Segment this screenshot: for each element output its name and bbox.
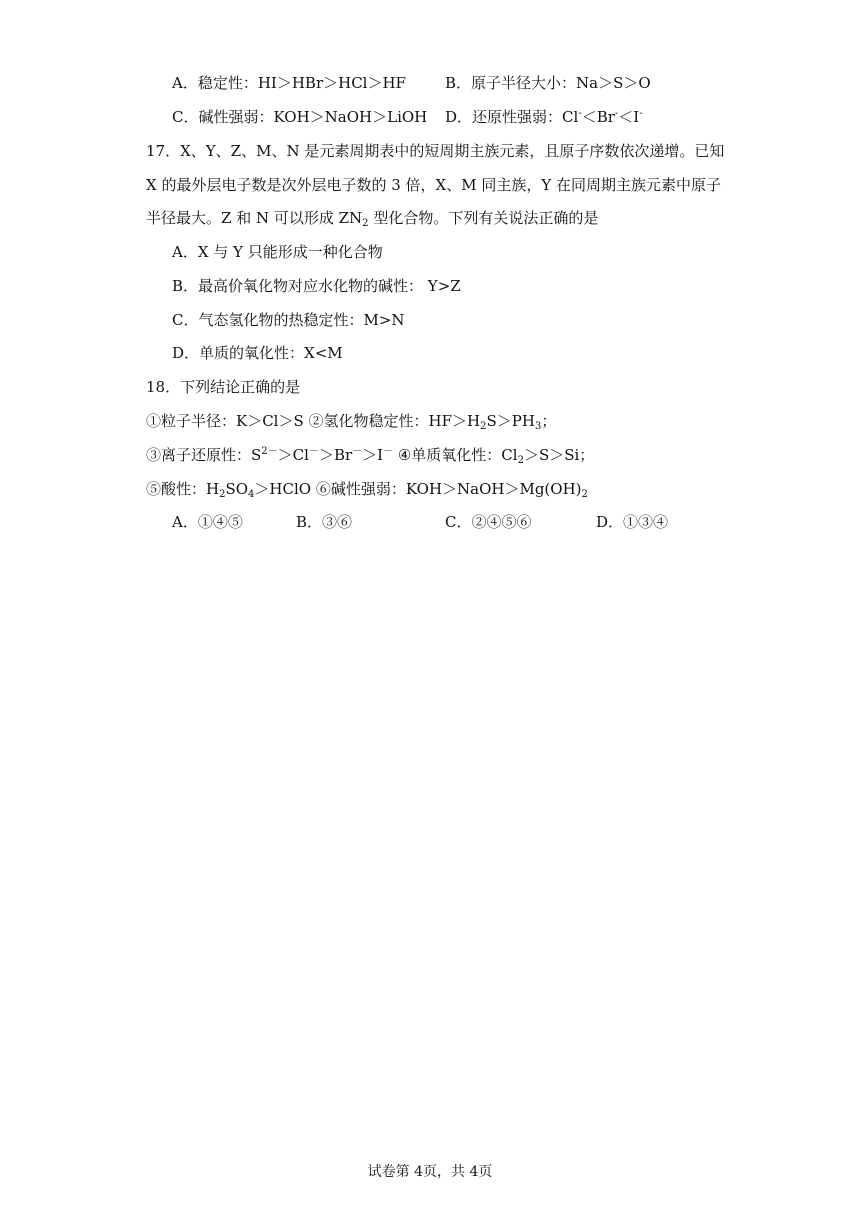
q16-option-d-sup3: -: [639, 108, 643, 119]
q17-stem-line1: 17．X、Y、Z、M、N 是元素周期表中的短周期主族元素，且原子序数依次递增。已知: [146, 142, 725, 160]
q16-option-c: [172, 107, 427, 127]
q18-l3-c: ＞HClO ⑥碱性强弱：KOH＞NaOH＞Mg(OH): [254, 480, 582, 498]
q18-l2-b: ＞Cl: [277, 446, 309, 464]
q18-title: 18．下列结论正确的是: [146, 378, 301, 396]
q18-l2-e: ④单质氧化性：Cl: [393, 446, 518, 464]
q17-line3-b: 型化合物。下列有关说法正确的是: [368, 209, 599, 227]
q17-line3-a: 半径最大。Z 和 N 可以形成 ZN: [146, 209, 363, 227]
q18-l1-b: S＞PH: [486, 412, 535, 430]
q17-option-c: C．气态氢化物的热稳定性：M>N: [172, 311, 405, 329]
q17-option-b: B．最高价氧化物对应水化物的碱性： Y>Z: [172, 277, 461, 295]
q18-l3-sub1: 2: [219, 489, 226, 500]
q18-l2-a: ③离子还原性：S: [146, 446, 262, 464]
q18-l2-sub1: 2: [517, 455, 524, 466]
q18-l2-sup1: 2－: [261, 446, 278, 457]
q18-l2-d: ＞I: [362, 446, 384, 464]
q18-l2-sup3: －: [352, 446, 363, 457]
q17-stem-line3: [146, 208, 598, 228]
q18-option-a: A．①④⑤: [172, 513, 243, 531]
q18-l3-sub2: 4: [248, 489, 255, 500]
q16-option-d-mid: ＜Br: [581, 108, 615, 126]
q17-stem-line2: X 的最外层电子数是次外层电子数的 3 倍，X、M 同主族，Y 在同周期主族元素中原子: [146, 176, 722, 194]
q18-l2-f: ＞S＞Si；: [523, 446, 595, 464]
page-footer: 试卷第 4页，共 4页: [367, 1164, 493, 1180]
q16-option-d-sup2: -: [614, 108, 619, 119]
q17-option-a: A．X 与 Y 只能形成一种化合物: [172, 243, 383, 261]
q16-option-b: [445, 73, 651, 93]
q18-l3-sub3: 2: [581, 489, 588, 500]
q16-option-d-mid2: ＜I: [618, 108, 640, 126]
q17-line3-sub: 2: [362, 218, 369, 229]
q18-l1-a: ①粒子半径：K＞Cl＞S ②氢化物稳定性：HF＞H: [146, 412, 481, 430]
q16-option-d-sup1: -: [578, 108, 582, 119]
q18-l1-c: ；: [541, 412, 557, 430]
q18-option-c: C．②④⑤⑥: [445, 513, 532, 531]
q17-option-d: D．单质的氧化性：X<M: [172, 344, 343, 362]
q16-option-d-text: D．还原性强弱：Cl: [445, 108, 579, 126]
q18-l3-b: SO: [225, 480, 249, 498]
q18-l3-a: ⑤酸性：H: [146, 480, 220, 498]
q16-option-c-text: C．碱性强弱：KOH＞NaOH＞LiOH: [172, 108, 428, 126]
q16-option-b-text: B．原子半径大小：Na＞S＞O: [445, 74, 651, 92]
q18-option-b: B．③⑥: [296, 513, 353, 531]
q18-l1-sub1: 2: [480, 421, 487, 432]
q18-l1-sub2: 3: [534, 421, 542, 432]
q18-l2-c: ＞Br: [318, 446, 353, 464]
q18-statement-line3: [146, 479, 588, 499]
q16-option-a-text: A．稳定性：HI＞HBr＞HCl＞HF: [172, 74, 406, 92]
q16-option-a: [172, 73, 406, 93]
q18-option-d: D．①③④: [596, 513, 669, 531]
q18-l2-sup2: －: [308, 446, 319, 457]
q18-l2-sup4: －: [383, 446, 394, 457]
q18-statement-line2: [146, 445, 594, 465]
q18-statement-line1: [146, 411, 556, 431]
q16-option-d: [445, 107, 643, 127]
